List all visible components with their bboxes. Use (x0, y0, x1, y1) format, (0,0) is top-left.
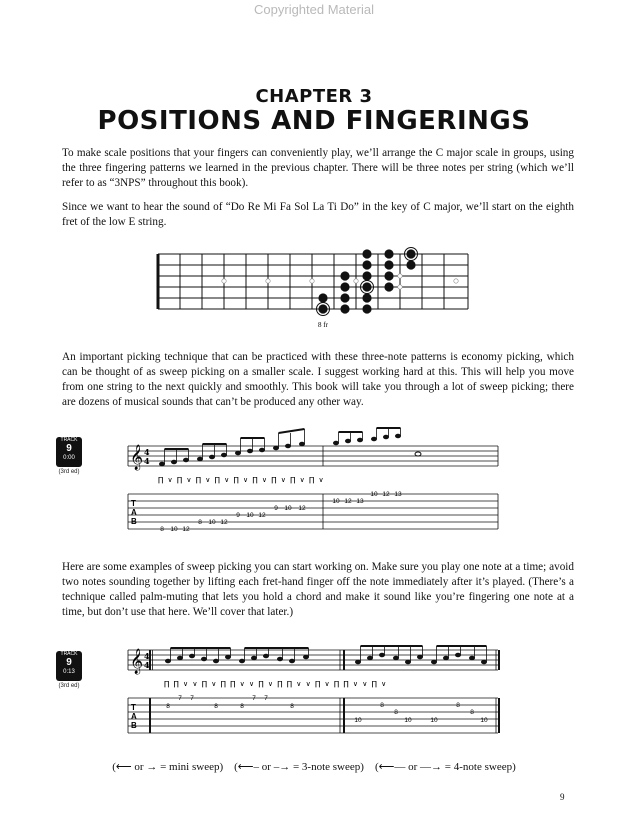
svg-text:4: 4 (144, 447, 150, 457)
track-number: 9 (66, 657, 72, 668)
sweep-legend (0, 760, 628, 773)
svg-text:8: 8 (470, 709, 474, 716)
svg-text:10: 10 (404, 717, 412, 724)
svg-text:7: 7 (252, 695, 256, 702)
svg-text:7: 7 (178, 695, 182, 702)
svg-text:A: A (131, 712, 137, 721)
svg-text:12: 12 (382, 491, 390, 498)
fret-label: 8 fr (318, 321, 328, 329)
legend-three-note: (⟵– or –→ = 3-note sweep) (234, 761, 364, 773)
track-label: TRACK (60, 437, 78, 443)
track-icon-1 (56, 437, 82, 467)
svg-text:13: 13 (356, 498, 364, 505)
svg-text:10: 10 (370, 491, 378, 498)
svg-text:8: 8 (166, 703, 170, 710)
svg-text:10: 10 (284, 505, 292, 512)
fretboard-diagram (150, 244, 480, 332)
svg-text:10: 10 (170, 526, 178, 533)
pick-marks: ∏ ∨ ∏ ∨ ∏ ∨ ∏ ∨ ∏ ∨ ∏ ∨ ∏ ∨ ∏ ∨ ∏ ∨ (158, 476, 325, 484)
svg-text:7: 7 (190, 695, 194, 702)
svg-text:10: 10 (332, 498, 340, 505)
svg-text:10: 10 (480, 717, 488, 724)
svg-text:13: 13 (394, 491, 402, 498)
svg-text:12: 12 (298, 505, 306, 512)
svg-text:8: 8 (380, 702, 384, 709)
chapter-label: CHAPTER 3 (255, 86, 373, 107)
svg-text:T: T (131, 703, 136, 712)
pick-marks: ∏ ∏ ∨ ∨ ∏ ∨ ∏ ∏ ∨ ∨ ∏ ∨ ∏ ∏ ∨ ∨ ∏ ∨ ∏ ∏ ∨ ∨ ∏ ∨ (164, 680, 388, 688)
chapter-title: POSITIONS AND FINGERINGS (97, 106, 531, 136)
svg-text:8: 8 (160, 526, 164, 533)
svg-text:9: 9 (236, 512, 240, 519)
treble-clef: 𝄞 (130, 445, 144, 470)
svg-text:4: 4 (144, 651, 150, 661)
page-number: 9 (560, 792, 565, 802)
copyright-watermark: Copyrighted Material (254, 2, 374, 17)
svg-text:8: 8 (214, 703, 218, 710)
svg-text:10: 10 (354, 717, 362, 724)
track-time: 0:13 (63, 669, 75, 675)
svg-text:8: 8 (240, 703, 244, 710)
svg-text:8: 8 (198, 519, 202, 526)
track-badge-1: (3rd ed) (58, 469, 80, 475)
svg-text:10: 10 (246, 512, 254, 519)
svg-text:8: 8 (456, 702, 460, 709)
half-note (415, 452, 421, 456)
svg-text:𝄞: 𝄞 (130, 649, 144, 674)
svg-text:4: 4 (144, 660, 150, 670)
svg-text:7: 7 (264, 695, 268, 702)
svg-text:12: 12 (258, 512, 266, 519)
track-number: 9 (66, 443, 72, 454)
svg-text:B: B (131, 721, 137, 730)
svg-text:12: 12 (344, 498, 352, 505)
svg-text:8: 8 (394, 709, 398, 716)
svg-text:12: 12 (182, 526, 190, 533)
svg-text:12: 12 (220, 519, 228, 526)
example1-notation (118, 424, 502, 536)
svg-text:8: 8 (290, 703, 294, 710)
track-label: TRACK (60, 651, 78, 657)
paragraph-start: Since we want to hear the sound of “Do Re Mi Fa Sol La Ti Do” in the key of C major, we’ll start on the eighth fret of the low E string. (62, 201, 574, 228)
legend-mini: (⟵ or → = mini sweep) (112, 761, 224, 773)
legend-four-note: (⟵–– or ––→ = 4-note sweep) (374, 761, 516, 773)
svg-text:10: 10 (430, 717, 438, 724)
track-time: 0:00 (63, 455, 75, 461)
tab-letter-t: T (131, 499, 136, 508)
svg-text:9: 9 (274, 505, 278, 512)
tab-letter-a: A (131, 508, 137, 517)
example2-notation (118, 636, 502, 746)
svg-text:4: 4 (144, 456, 150, 466)
tab-letter-b: B (131, 517, 137, 526)
paragraph-intro: To make scale positions that your fingers can conveniently play, we’ll arrange the C major scale in groups, using the three fingering patterns we learned in the previous chapter. There will be three notes per string (which we’ll refer to as “3NPS” throughout this book). (62, 147, 574, 189)
paragraph-sweep: Here are some examples of sweep picking you can start working on. Make sure you play one note at a time; avoid two notes sounding together by lifting each fret-hand finger off the note immediately after it’s played. (There’s a technique called palm-muting that lets you hold a chord and make it sound like you’re fingering one note at a time, but don’t use that here. We’ll cover that later.) (62, 561, 574, 618)
paragraph-economy: An important picking technique that can be practiced with these three-note patterns is economy picking, which can be thought of as sweep picking on a smaller scale. I suggest working hard at this. This will help you move from one string to the next quickly and smoothly. This book will take you through a lot of sweep picking; there are dozens of musical sounds that can’t be produced any other way. (62, 351, 574, 408)
track-badge-2: (3rd ed) (58, 683, 80, 689)
svg-text:10: 10 (208, 519, 216, 526)
track-icon-2 (56, 651, 82, 681)
